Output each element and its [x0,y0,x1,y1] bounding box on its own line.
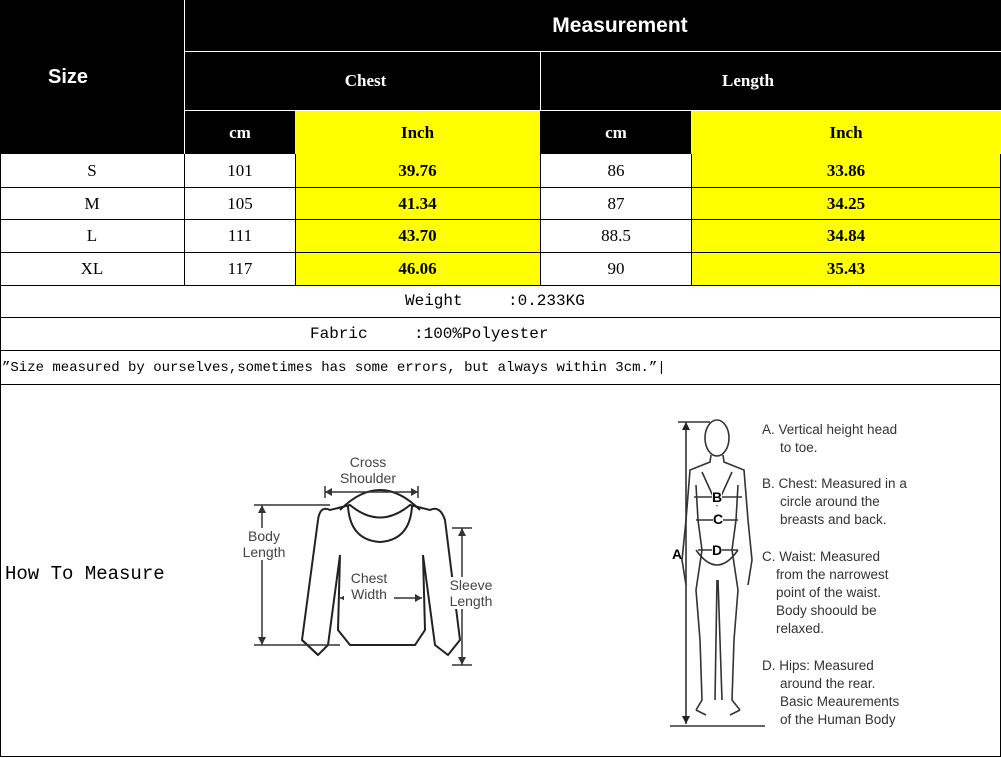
fabric-label: Fabric [310,325,368,343]
weight-value: :0.233KG [508,292,585,310]
measurement-header: Measurement [552,13,688,37]
chest-inch-header: Inch [295,111,540,154]
chest-width-label: Chest Width [344,570,394,602]
jacket-diagram [240,450,510,680]
body-label-d: D [712,542,723,558]
instruction-b-line-2: circle around the [780,494,880,509]
body-label-c: C [713,511,724,527]
instruction-d-line-2: around the rear. [780,676,876,691]
chest-header: Chest [344,71,387,90]
length-header: Length [722,71,774,90]
row-s-length-inch: 33.86 [826,161,866,180]
instruction-a-line-2: to toe. [780,440,818,455]
row-m-length-inch: 34.25 [826,194,866,213]
grid-h-8 [0,756,1001,757]
row-m-length-cm: 87 [607,194,625,213]
row-xl-length-cm: 90 [607,259,625,278]
length-cm-header: cm [605,122,627,142]
row-xl-chest-cm: 117 [227,259,253,278]
row-m-size: M [84,194,100,213]
how-to-measure-label: How To Measure [5,563,165,585]
instruction-d-line-3: Basic Meaurements [780,694,900,709]
row-l-size: L [86,226,98,245]
row-s-length-cm: 86 [607,161,625,180]
instruction-c-line-2: from the narrowest [776,567,889,582]
weight-row [0,286,1001,317]
grid-v-3 [540,154,541,285]
grid-v-1 [184,154,185,285]
instruction-c [762,548,992,638]
row-m-chest-inch: 41.34 [398,194,437,213]
instruction-c-line-5: relaxed. [776,621,825,636]
instruction-d-line-4: of the Human Body [780,712,896,727]
row-s-size: S [87,161,97,180]
fabric-row [0,318,1001,350]
row-l-length-cm: 88.5 [601,226,631,245]
grid-h-7 [0,384,1001,385]
body-diagram [660,410,770,740]
instruction-c-line-3: point of the waist. [776,585,882,600]
instruction-a [762,421,992,457]
body-label-b: B [712,489,723,505]
instruction-c-line-1: C. Waist: Measured [762,549,881,564]
instruction-b-line-3: breasts and back. [780,512,887,527]
measure-note: ”Size measured by ourselves,sometimes has some errors, but always within 3cm.”| [2,360,666,376]
size-header: Size [48,65,89,88]
row-l-chest-inch: 43.70 [398,226,437,245]
instruction-d-line-1: D. Hips: Measured [762,658,874,673]
grid-h-6 [0,350,1001,351]
human-body-icon [660,410,770,740]
grid-h-2 [0,219,1001,220]
row-xl-chest-inch: 46.06 [398,259,437,278]
instruction-c-line-4: Body shoould be [776,603,877,618]
row-xl-size: XL [80,259,104,278]
grid-h-3 [0,252,1001,253]
body-label-a: A [672,546,683,562]
chest-cm-header: cm [229,122,251,142]
instruction-d [762,657,992,729]
instruction-b [762,475,992,529]
row-l-chest-cm: 111 [227,226,253,245]
grid-h-1 [0,187,1001,188]
sleeve-length-label: Sleeve Length [444,577,498,609]
row-l-length-inch: 34.84 [826,226,866,245]
row-m-chest-cm: 105 [227,194,253,213]
fabric-value: :100%Polyester [414,325,549,343]
instruction-a-line-1: A. Vertical height head [762,422,898,437]
length-inch-header: Inch [691,111,1001,154]
weight-label: Weight [405,292,463,310]
row-s-chest-cm: 101 [227,161,253,180]
cross-shoulder-label: Cross Shoulder [328,454,408,486]
row-xl-length-inch: 35.43 [826,259,866,278]
grid-v-0 [0,154,1,757]
instruction-b-line-1: B. Chest: Measured in a [762,476,907,491]
body-length-label: Body Length [242,528,286,560]
grid-v-2 [295,154,296,285]
row-s-chest-inch: 39.76 [398,161,437,180]
grid-v-4 [691,154,692,285]
